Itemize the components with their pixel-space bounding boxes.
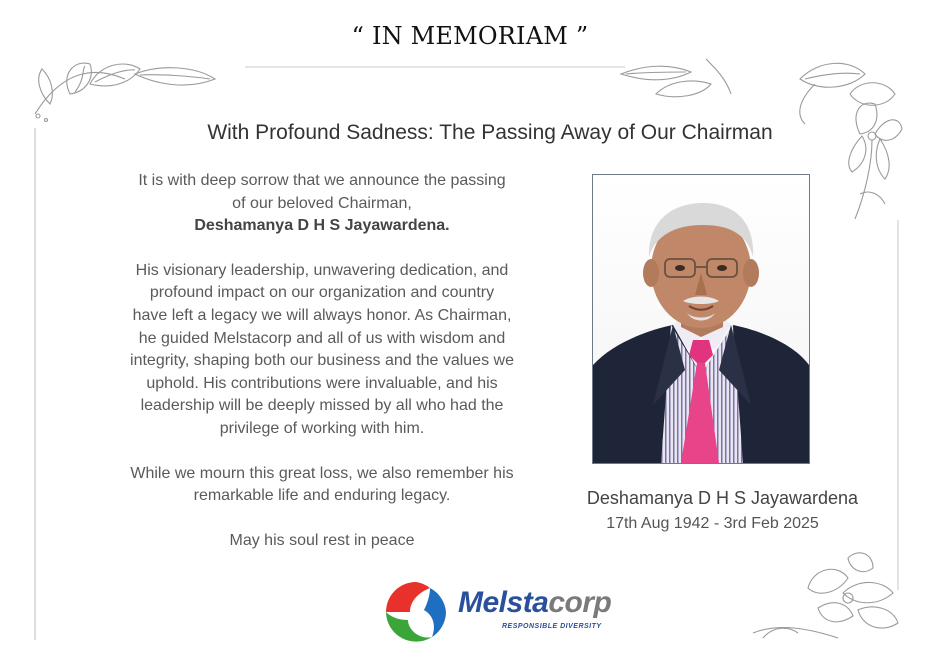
remembrance-line: remarkable life and enduring legacy. (193, 487, 451, 505)
portrait-caption-name: Deshamanya D H S Jayawardena (586, 488, 859, 508)
tribute-line: have left a legacy we will always honor. As Chairman, (132, 306, 512, 324)
tribute-line: His visionary leadership, unwavering dedication, and (135, 261, 509, 279)
melstacorp-logo (384, 580, 634, 644)
tribute-line: he guided Melstacorp and all of us with wisdom and (138, 329, 506, 347)
tribute-line: integrity, shaping both our business and the values we (130, 352, 514, 370)
notice-body (96, 170, 548, 552)
tribute-line: profound impact on our organization and country (149, 284, 495, 302)
chairman-portrait (592, 174, 810, 464)
logo-wordmark-part: corp (548, 586, 612, 619)
intro-text: It is with deep sorrow that we announce the passing (138, 172, 506, 189)
portrait-caption-dates: 17th Aug 1942 - 3rd Feb 2025 (606, 515, 819, 532)
page-title: “ IN MEMORIAM ” (351, 22, 589, 50)
remembrance-line: While we mourn this great loss, we also remember his (130, 464, 514, 482)
notice-headline: With Profound Sadness: The Passing Away of Our Chairman (207, 121, 773, 144)
flower-sketch-icon (616, 54, 736, 104)
flower-sketch-icon (748, 548, 903, 643)
intro-text: of our beloved Chairman, (232, 194, 412, 212)
divider (245, 66, 625, 68)
logo-mark-icon (384, 580, 448, 644)
card-border (897, 220, 899, 590)
closing-line: May his soul rest in peace (229, 531, 415, 549)
tribute-line: privilege of working with him. (219, 419, 425, 437)
chairman-name: Deshamanya D H S Jayawardena. (194, 217, 450, 235)
flower-sketch-icon (30, 54, 220, 124)
card-border (34, 128, 36, 640)
logo-wordmark (458, 586, 611, 620)
tribute-line: uphold. His contributions were invaluable, and his (146, 374, 498, 392)
logo-tagline: RESPONSIBLE DIVERSITY (502, 623, 602, 630)
tribute-line: leadership will be deeply missed by all who had the (140, 397, 504, 415)
logo-wordmark-part: Melsta (458, 586, 549, 619)
